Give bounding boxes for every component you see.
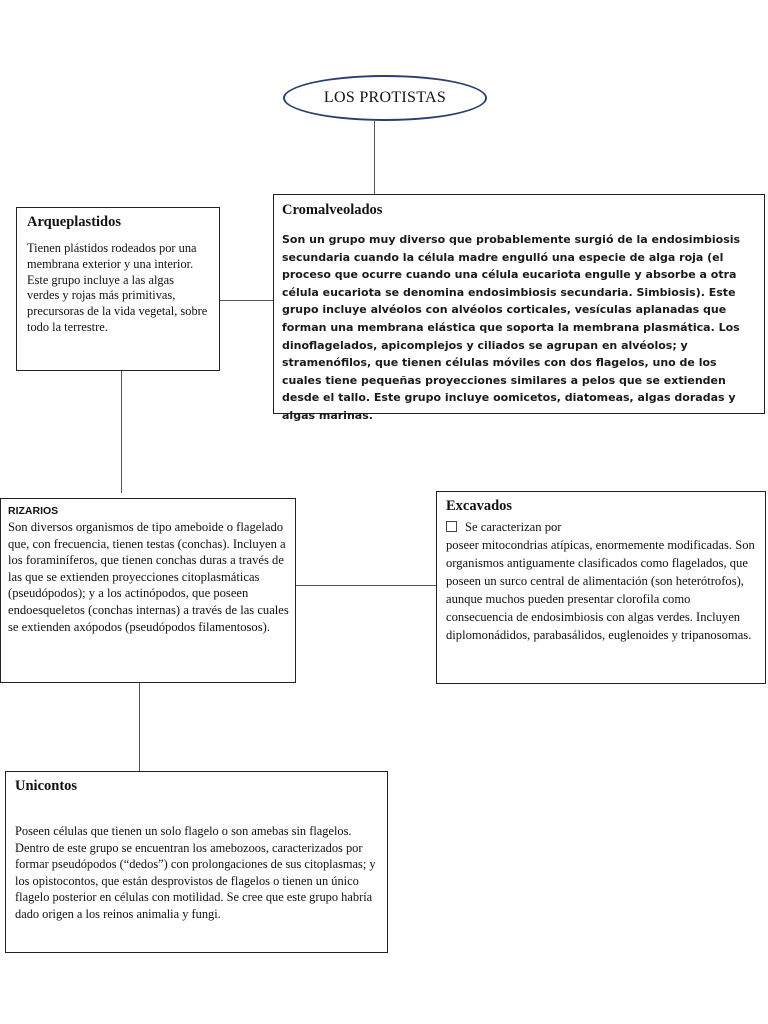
node-text: Son diversos organismos de tipo ameboide o flagelado que, con frecuencia, tienen testas (conchas). Incluyen a los foraminíferos, que tienen conchas duras a través de las que se extienden proyecciones citoplasmáticas (pseudópodos); y a los actinópodos, que poseen endoesqueletos (conchas internas) a través de las cuales se extienden axópodos (pseudópodos filamentosos).: [8, 520, 289, 634]
node-heading: Cromalveolados: [282, 202, 383, 218]
node-excavados: [436, 491, 766, 684]
connector-arqueplastidos-rizarios: [121, 370, 122, 493]
connector-rizarios-unicontos: [139, 682, 140, 772]
connector-arqueplastidos-cromalveolados: [219, 300, 274, 301]
node-text: poseer mitocondrias atípicas, enormemente modificadas. Son organismos antiguamente clasificados como flagelados, que poseen un surco central de alimentación (son heterótrofos), aunque muchos pueden presentar clorofila como consecuencia de endosimbiosis con algas verdes. Incluyen diplomonádidos, parabasálidos, euglenoides y tripanosomas.: [446, 538, 755, 642]
connector-rizarios-excavados: [295, 585, 437, 586]
node-text-first-line: [446, 518, 757, 536]
node-unicontos: [5, 771, 388, 953]
node-heading: Unicontos: [15, 778, 78, 794]
connector-title-cromalveolados: [374, 121, 375, 196]
node-cromalveolados: [273, 194, 765, 422]
node-heading: Arqueplastidos: [27, 214, 122, 230]
node-text: Tienen plástidos rodeados por una membrana exterior y una interior. Este grupo incluye a las algas verdes y rojas más primitivas, precursoras de la vida vegetal, sobre todo la terrestre.: [27, 241, 208, 334]
node-heading: RIZARIOS: [8, 505, 59, 517]
node-rizarios: [0, 498, 296, 683]
node-arqueplastidos: [16, 207, 220, 371]
diagram-title: LOS PROTISTAS: [283, 75, 487, 121]
bullet-icon: [446, 521, 457, 532]
node-text: Poseen células que tienen un solo flagelo o son amebas sin flagelos. Dentro de este grupo se encuentran los amebozoos, caracterizados por formar pseudópodos (“dedos”) con prolongaciones de sus citoplasmas; y los opistocontos, que están desprovistos de flagelos o tienen un único flagelo posterior en células con motilidad. Se cree que este grupo habría dado origen a los reinos animalia y fungi.: [15, 824, 376, 921]
node-text: Son un grupo muy diverso que probablemente surgió de la endosimbiosis secundaria cuando la célula madre engulló una especie de alga roja (el proceso que ocurre cuando una célula eucariota engulle y absorbe a otra célula eucariota se denomina endosimbiosis secundaria. Simbiosis). Este grupo incluye alvéolos con alvéolos corticales, vesículas aplanadas que forman una membrana elástica que soporta la membrana plasmática. Los dinoflagelados, apicomplejos y ciliados se agrupan en alvéolos; y stramenófilos, que tienen células móviles con dos flagelos, uno de los cuales tiene pequeñas proyecciones similares a pelos que se extienden desde el tallo. Este grupo incluye oomicetos, diatomeas, algas doradas y algas marinas.: [282, 233, 741, 422]
node-heading: Excavados: [446, 498, 513, 514]
node-text-first: Se caracterizan por: [465, 520, 562, 534]
